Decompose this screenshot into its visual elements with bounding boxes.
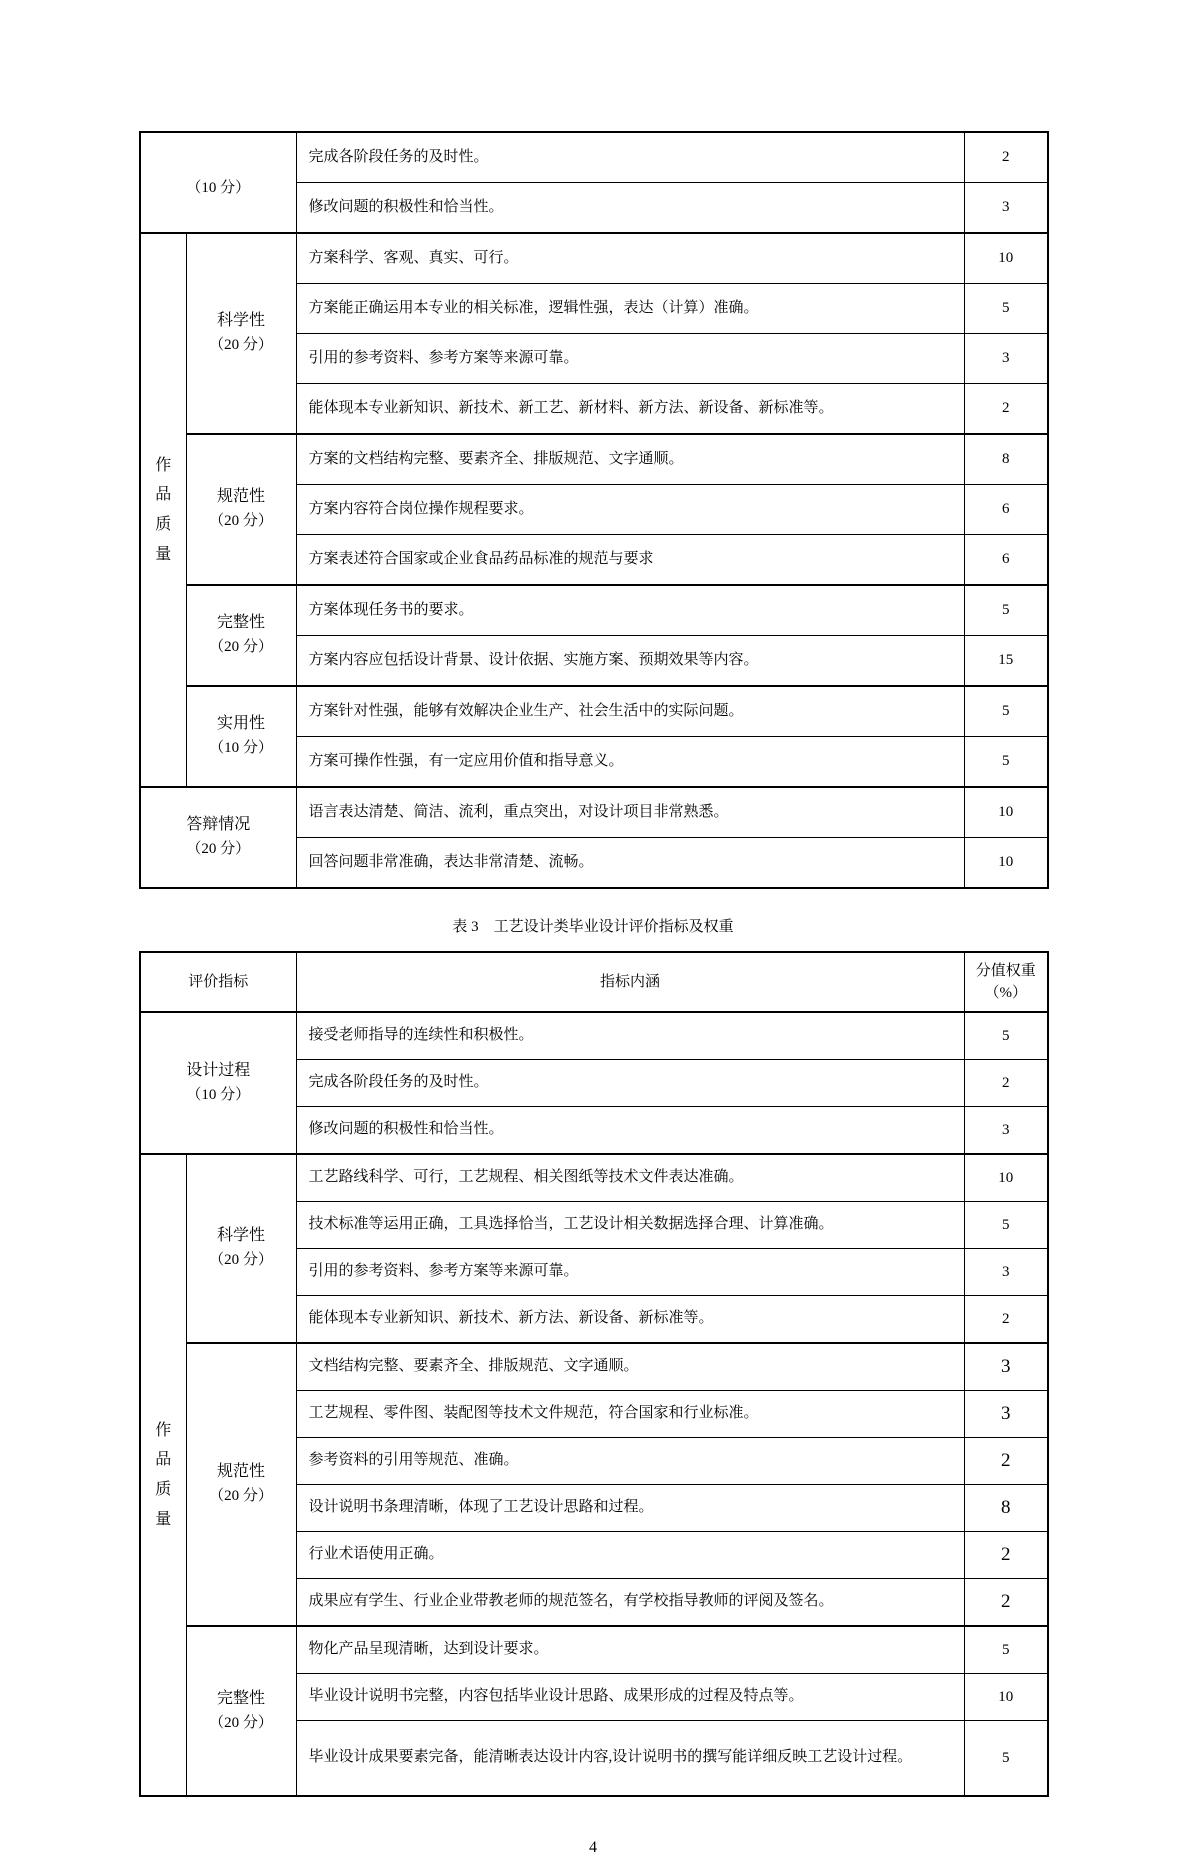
criterion-score: 2 <box>964 1060 1048 1107</box>
subsection-label-scientific: 科学性 （20 分） <box>186 1154 296 1343</box>
criterion-score: 5 <box>964 737 1048 788</box>
criterion-text: 接受老师指导的连续性和积极性。 <box>296 1012 964 1060</box>
criterion-text: 方案的文档结构完整、要素齐全、排版规范、文字通顺。 <box>296 434 964 485</box>
criterion-text: 方案内容应包括设计背景、设计依据、实施方案、预期效果等内容。 <box>296 636 964 687</box>
page-content <box>139 131 1047 1857</box>
criterion-text: 技术标准等运用正确，工具选择恰当，工艺设计相关数据选择合理、计算准确。 <box>296 1202 964 1249</box>
header-connotation: 指标内涵 <box>296 952 964 1012</box>
criterion-text: 完成各阶段任务的及时性。 <box>296 1060 964 1107</box>
criterion-score: 3 <box>964 1107 1048 1155</box>
criterion-text: 引用的参考资料、参考方案等来源可靠。 <box>296 334 964 384</box>
criterion-text: 方案科学、客观、真实、可行。 <box>296 233 964 284</box>
criterion-score: 3 <box>964 183 1048 234</box>
criterion-text: 方案能正确运用本专业的相关标准，逻辑性强，表达（计算）准确。 <box>296 284 964 334</box>
criterion-text: 毕业设计说明书完整，内容包括毕业设计思路、成果形成的过程及特点等。 <box>296 1674 964 1721</box>
header-indicator: 评价指标 <box>140 952 296 1012</box>
criterion-text: 设计说明书条理清晰，体现了工艺设计思路和过程。 <box>296 1485 964 1532</box>
criterion-text: 语言表达清楚、简洁、流利，重点突出，对设计项目非常熟悉。 <box>296 787 964 838</box>
criterion-score: 2 <box>964 1438 1048 1485</box>
criterion-score: 5 <box>964 1721 1048 1797</box>
table-3 <box>139 951 1049 1797</box>
subsection-label-scientific: 科学性 （20 分） <box>186 233 296 434</box>
criterion-text: 回答问题非常准确，表达非常清楚、流畅。 <box>296 838 964 889</box>
group-label-10pts: （10 分） <box>140 132 296 233</box>
subsection-label-practical: 实用性 （10 分） <box>186 686 296 787</box>
criterion-score: 3 <box>964 334 1048 384</box>
criterion-text: 参考资料的引用等规范、准确。 <box>296 1438 964 1485</box>
criterion-text: 修改问题的积极性和恰当性。 <box>296 183 964 234</box>
criterion-score: 5 <box>964 585 1048 636</box>
criterion-text: 工艺规程、零件图、装配图等技术文件规范，符合国家和行业标准。 <box>296 1391 964 1438</box>
group-label-defense: 答辩情况 （20 分） <box>140 787 296 888</box>
criterion-text: 方案可操作性强，有一定应用价值和指导意义。 <box>296 737 964 788</box>
subsection-label-complete: 完整性 （20 分） <box>186 1626 296 1796</box>
subsection-label-complete: 完整性 （20 分） <box>186 585 296 686</box>
group-label-work-quality: 作品质量 <box>140 1154 186 1796</box>
criterion-score: 5 <box>964 1012 1048 1060</box>
criterion-score: 10 <box>964 787 1048 838</box>
criterion-score: 3 <box>964 1391 1048 1438</box>
page-number: 4 <box>589 1839 597 1856</box>
criterion-text: 能体现本专业新知识、新技术、新工艺、新材料、新方法、新设备、新标准等。 <box>296 384 964 435</box>
criterion-score: 10 <box>964 838 1048 889</box>
table-2-continued <box>139 131 1049 889</box>
criterion-score: 10 <box>964 1674 1048 1721</box>
criterion-text: 引用的参考资料、参考方案等来源可靠。 <box>296 1249 964 1296</box>
criterion-text: 能体现本专业新知识、新技术、新方法、新设备、新标准等。 <box>296 1296 964 1344</box>
criterion-score: 2 <box>964 384 1048 435</box>
table-3-caption: 表 3 工艺设计类毕业设计评价指标及权重 <box>452 919 734 935</box>
criterion-score: 5 <box>964 686 1048 737</box>
criterion-text: 物化产品呈现清晰，达到设计要求。 <box>296 1626 964 1674</box>
criterion-score: 3 <box>964 1249 1048 1296</box>
criterion-text: 行业术语使用正确。 <box>296 1532 964 1579</box>
criterion-text: 工艺路线科学、可行，工艺规程、相关图纸等技术文件表达准确。 <box>296 1154 964 1202</box>
criterion-score: 6 <box>964 485 1048 535</box>
criterion-score: 6 <box>964 535 1048 586</box>
criterion-text: 文档结构完整、要素齐全、排版规范、文字通顺。 <box>296 1343 964 1391</box>
criterion-score: 2 <box>964 1579 1048 1627</box>
criterion-score: 5 <box>964 1202 1048 1249</box>
criterion-score: 8 <box>964 434 1048 485</box>
criterion-text: 成果应有学生、行业企业带教老师的规范签名，有学校指导教师的评阅及签名。 <box>296 1579 964 1627</box>
group-label-design-process: 设计过程 （10 分） <box>140 1012 296 1154</box>
criterion-score: 15 <box>964 636 1048 687</box>
criterion-score: 5 <box>964 1626 1048 1674</box>
criterion-score: 2 <box>964 1532 1048 1579</box>
subsection-label-standard: 规范性 （20 分） <box>186 434 296 585</box>
criterion-score: 3 <box>964 1343 1048 1391</box>
subsection-label-standard: 规范性 （20 分） <box>186 1343 296 1626</box>
criterion-score: 10 <box>964 233 1048 284</box>
header-weight: 分值权重 （%） <box>964 952 1048 1012</box>
criterion-score: 2 <box>964 1296 1048 1344</box>
criterion-text: 方案内容符合岗位操作规程要求。 <box>296 485 964 535</box>
criterion-text: 毕业设计成果要素完备，能清晰表达设计内容,设计说明书的撰写能详细反映工艺设计过程。 <box>296 1721 964 1797</box>
criterion-text: 方案针对性强，能够有效解决企业生产、社会生活中的实际问题。 <box>296 686 964 737</box>
criterion-score: 10 <box>964 1154 1048 1202</box>
criterion-score: 8 <box>964 1485 1048 1532</box>
criterion-score: 5 <box>964 284 1048 334</box>
criterion-score: 2 <box>964 132 1048 183</box>
group-label-work-quality: 作品质量 <box>140 233 186 787</box>
criterion-text: 方案表述符合国家或企业食品药品标准的规范与要求 <box>296 535 964 586</box>
criterion-text: 完成各阶段任务的及时性。 <box>296 132 964 183</box>
criterion-text: 修改问题的积极性和恰当性。 <box>296 1107 964 1155</box>
criterion-text: 方案体现任务书的要求。 <box>296 585 964 636</box>
